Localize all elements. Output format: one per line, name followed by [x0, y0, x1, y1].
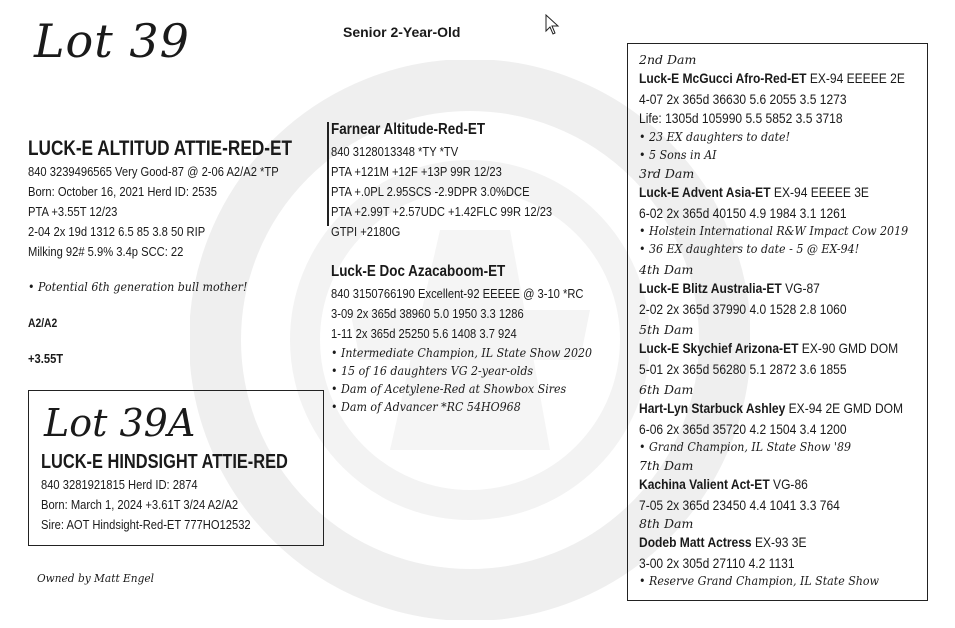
- lot-39a-sire: Sire: AOT Hindsight-Red-ET 777HO12532: [41, 517, 251, 532]
- dam-7-name: Kachina Valient Act-ET: [639, 476, 770, 492]
- dam-2-score: EX-94 EEEEE 2E: [806, 70, 905, 86]
- dam-7-heading: [639, 476, 808, 492]
- dam-3-record: 6-02 2x 365d 40150 4.9 1984 3.1 1261: [639, 205, 847, 221]
- sire-name: Farnear Altitude-Red-ET: [331, 121, 486, 138]
- dam-3-name: Luck-E Advent Asia-ET: [639, 184, 771, 200]
- dam-note: • 15 of 16 daughters VG 2-year-olds: [331, 364, 534, 378]
- dam-2-record: 4-07 2x 365d 36630 5.6 2055 3.5 1273: [639, 91, 847, 107]
- lot-39a-name: LUCK-E HINDSIGHT ATTIE-RED: [41, 451, 288, 473]
- dam-8-score: EX-93 3E: [751, 534, 807, 550]
- dam-8-name: Dodeb Matt Actress: [639, 534, 752, 550]
- animal-milking: Milking 92# 5.9% 3.4p SCC: 22: [28, 244, 184, 259]
- dam-note: • Dam of Acetylene-Red at Showbox Sires: [331, 382, 567, 396]
- dam-note: • Intermediate Champion, IL State Show 2020: [331, 346, 593, 360]
- dam-2-lifetime: Life: 1305d 105990 5.5 5852 3.5 3718: [639, 110, 843, 126]
- dam-7-score: VG-86: [769, 476, 808, 492]
- dam-registration: 840 3150766190 Excellent-92 EEEEE @ 3-10 *RC: [331, 286, 584, 301]
- dam-2-name: Luck-E McGucci Afro-Red-ET: [639, 70, 807, 86]
- dam-5-record: 5-01 2x 365d 56280 5.1 2872 3.6 1855: [639, 361, 847, 377]
- dam-5-score: EX-90 GMD DOM: [798, 340, 899, 356]
- dam-8-heading: [639, 534, 807, 550]
- dam-2-note: • 5 Sons in AI: [639, 148, 717, 162]
- dam-4-heading: [639, 280, 820, 296]
- gen-label: 6th Dam: [639, 382, 694, 397]
- dam-7-record: 7-05 2x 365d 23450 4.4 1041 3.3 764: [639, 497, 840, 513]
- dam-note: • Dam of Advancer *RC 54HO968: [331, 400, 521, 414]
- dam-6-heading: [639, 400, 903, 416]
- dam-3-heading: [639, 184, 869, 200]
- dam-3-note: • Holstein International R&W Impact Cow 2019: [639, 224, 909, 238]
- lot-39a-box: [28, 390, 324, 546]
- animal-note: • Potential 6th generation bull mother!: [28, 280, 248, 294]
- dam-record-1: 3-09 2x 365d 38960 5.0 1950 3.3 1286: [331, 306, 524, 321]
- sire-registration: 840 3128013348 *TY *TV: [331, 144, 459, 159]
- dam-2-heading: [639, 70, 905, 86]
- animal-pta: PTA +3.55T 12/23: [28, 204, 118, 219]
- sire-pta-production: PTA +121M +12F +13P 99R 12/23: [331, 164, 502, 179]
- sire-divider: [327, 122, 329, 226]
- animal-registration: 840 3239496565 Very Good-87 @ 2-06 A2/A2 *TP: [28, 164, 279, 179]
- dam-6-record: 6-06 2x 365d 35720 4.2 1504 3.4 1200: [639, 421, 847, 437]
- gen-label: 3rd Dam: [639, 166, 695, 181]
- dam-record-2: 1-11 2x 365d 25250 5.6 1408 3.7 924: [331, 326, 517, 341]
- dam-3-note: • 36 EX daughters to date - 5 @ EX-94!: [639, 242, 860, 256]
- dam-6-score: EX-94 2E GMD DOM: [785, 400, 904, 416]
- dam-4-record: 2-02 2x 365d 37990 4.0 1528 2.8 1060: [639, 301, 847, 317]
- sire-pta-type: PTA +2.99T +2.57UDC +1.42FLC 99R 12/23: [331, 204, 553, 219]
- dam-5-name: Luck-E Skychief Arizona-ET: [639, 340, 799, 356]
- dam-4-name: Luck-E Blitz Australia-ET: [639, 280, 782, 296]
- lot-39a-registration: 840 3281921815 Herd ID: 2874: [41, 477, 198, 492]
- dam-6-note: • Grand Champion, IL State Show '89: [639, 440, 852, 454]
- gen-label: 7th Dam: [639, 458, 694, 473]
- type-score: +3.55T: [28, 351, 64, 366]
- lot-39a-title: Lot 39A: [44, 401, 196, 445]
- a2-status: A2/A2: [28, 316, 58, 330]
- animal-name: LUCK-E ALTITUD ATTIE-RED-ET: [28, 137, 293, 160]
- dam-4-score: VG-87: [781, 280, 820, 296]
- animal-birth: Born: October 16, 2021 Herd ID: 2535: [28, 184, 217, 199]
- sire-pta-health: PTA +.0PL 2.95SCS -2.9DPR 3.0%DCE: [331, 184, 530, 199]
- mouse-pointer-icon: [545, 14, 561, 36]
- sire-gtpi: GTPI +2180G: [331, 224, 401, 239]
- class-label: Senior 2-Year-Old: [343, 24, 461, 40]
- gen-label: 4th Dam: [639, 262, 694, 277]
- gen-label: 2nd Dam: [639, 52, 697, 67]
- dam-8-note: • Reserve Grand Champion, IL State Show: [639, 574, 880, 588]
- lot-39a-birth: Born: March 1, 2024 +3.61T 3/24 A2/A2: [41, 497, 239, 512]
- gen-label: 5th Dam: [639, 322, 694, 337]
- owner: Owned by Matt Engel: [37, 571, 155, 585]
- lot-title: Lot 39: [34, 14, 190, 68]
- dam-5-heading: [639, 340, 898, 356]
- dam-6-name: Hart-Lyn Starbuck Ashley: [639, 400, 786, 416]
- dam-3-score: EX-94 EEEEE 3E: [770, 184, 869, 200]
- dam-name: Luck-E Doc Azacaboom-ET: [331, 263, 506, 280]
- dam-8-record: 3-00 2x 305d 27110 4.2 1131: [639, 555, 795, 571]
- animal-record: 2-04 2x 19d 1312 6.5 85 3.8 50 RIP: [28, 224, 206, 239]
- dam-2-note: • 23 EX daughters to date!: [639, 130, 791, 144]
- gen-label: 8th Dam: [639, 516, 694, 531]
